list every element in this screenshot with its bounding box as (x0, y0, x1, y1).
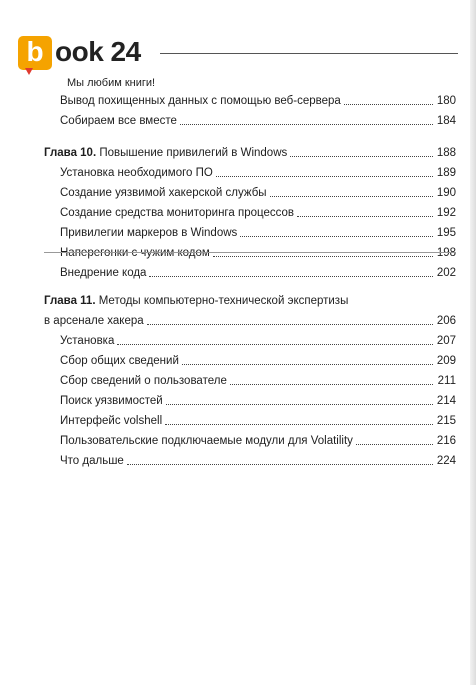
toc-entry-page: 216 (436, 435, 456, 447)
toc-entry-page: 189 (436, 167, 456, 179)
toc-entry-page: 211 (437, 375, 456, 387)
chapter-10-heading (44, 140, 456, 160)
toc-entry-page: 190 (436, 187, 456, 199)
leader-dots (290, 156, 433, 157)
toc-entry (44, 348, 456, 368)
toc-entry (44, 328, 456, 348)
chapter-11-title-line2: в арсенале хакера (44, 315, 144, 327)
toc-entry-page: 192 (436, 207, 456, 219)
logo-word: ook 24 (55, 36, 141, 67)
chapter-11-label: Глава 11. (44, 295, 96, 307)
toc-entry (44, 260, 456, 280)
chapter-10-label: Глава 10. (44, 147, 97, 159)
leader-dots (127, 464, 433, 465)
section-divider (44, 252, 456, 253)
leader-dots (165, 424, 433, 425)
chapter-10-title: Повышение привилегий в Windows (99, 147, 288, 159)
toc-entry-title: Интерфейс volshell (60, 415, 163, 427)
toc-entry-page: 184 (436, 115, 456, 127)
leader-dots (166, 404, 433, 405)
toc-entry-title: Что дальше (60, 455, 124, 467)
toc-entry-title: Создание средства мониторинга процессов (60, 207, 294, 219)
logo-b-icon: b (18, 36, 52, 70)
toc-entry-page: 180 (436, 95, 456, 107)
toc-entry (44, 448, 456, 468)
page-edge (470, 0, 476, 685)
toc-entry-title: Внедрение кода (60, 267, 147, 279)
tagline: Мы любим книги! (67, 77, 156, 89)
toc-entry-title: Установка необходимого ПО (60, 167, 213, 179)
chapter-11-heading (44, 294, 456, 310)
toc-entry-title: Установка (60, 335, 115, 347)
leader-dots (344, 104, 433, 105)
table-of-contents (44, 88, 456, 468)
chapter-11-title-row (44, 310, 456, 328)
toc-entry-title: Привилегии маркеров в Windows (60, 227, 238, 239)
toc-entry-title: Создание уязвимой хакерской службы (60, 187, 267, 199)
toc-entry-page: 198 (436, 247, 456, 259)
leader-dots (297, 216, 433, 217)
toc-entry (44, 368, 456, 388)
leader-dots (230, 384, 433, 385)
toc-entry (44, 160, 456, 180)
toc-entry-title: Поиск уязвимостей (60, 395, 163, 407)
leader-dots (182, 364, 433, 365)
leader-dots (356, 444, 433, 445)
toc-entry-page: 224 (436, 455, 456, 467)
leader-dots (213, 256, 433, 257)
leader-dots (180, 124, 433, 125)
toc-entry (44, 428, 456, 448)
chapter-10-page: 188 (436, 147, 456, 159)
toc-entry-title: Сбор общих сведений (60, 355, 179, 367)
leader-dots (240, 236, 433, 237)
toc-entry-page: 202 (436, 267, 456, 279)
toc-entry-title: Пользовательские подключаемые модули для Volatility (60, 435, 353, 447)
toc-entry-title: Сбор сведений о пользователе (60, 375, 227, 387)
book24-logo[interactable] (18, 36, 228, 72)
toc-entry (44, 88, 456, 108)
chapter-11-title-line1: Методы компьютерно-технической экспертизы (98, 295, 349, 307)
toc-entry (44, 240, 456, 260)
toc-entry-title: Вывод похищенных данных с помощью веб-сервера (60, 95, 341, 107)
toc-entry (44, 180, 456, 200)
toc-entry (44, 220, 456, 240)
header-rule (160, 53, 458, 54)
toc-entry-title: Собираем все вместе (60, 115, 177, 127)
leader-dots (216, 176, 433, 177)
leader-dots (147, 324, 433, 325)
leader-dots (117, 344, 433, 345)
chapter-11-page: 206 (436, 315, 456, 327)
toc-entry-page: 214 (436, 395, 456, 407)
toc-entry-title: Наперегонки с чужим кодом (60, 247, 210, 259)
leader-dots (149, 276, 433, 277)
toc-entry-page: 195 (436, 227, 456, 239)
toc-entry (44, 388, 456, 408)
leader-dots (270, 196, 433, 197)
toc-entry (44, 408, 456, 428)
toc-entry-page: 207 (436, 335, 456, 347)
toc-entry-page: 215 (436, 415, 456, 427)
toc-entry-page: 209 (436, 355, 456, 367)
toc-entry (44, 200, 456, 220)
toc-entry (44, 108, 456, 128)
